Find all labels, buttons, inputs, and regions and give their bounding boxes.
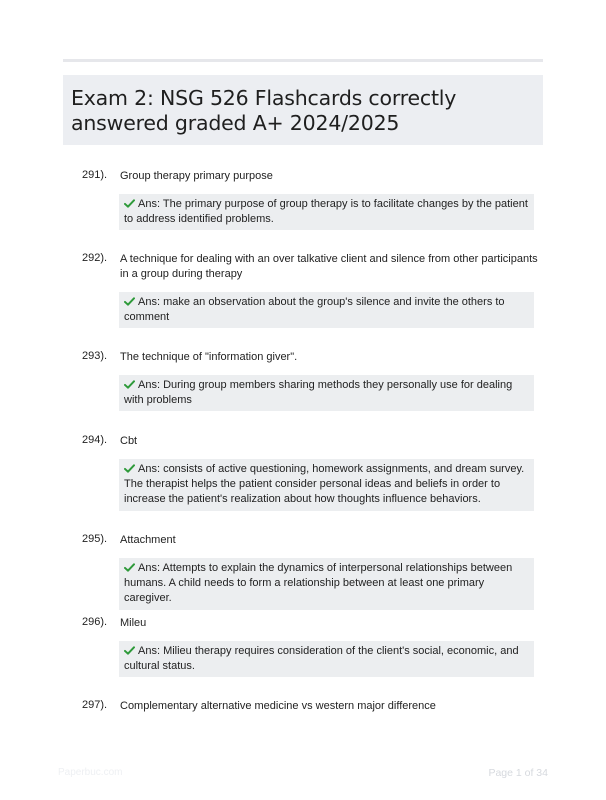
- question-text: Attachment: [120, 534, 176, 546]
- answer-text: Ans: During group members sharing methods they personally use for dealing with problems: [124, 379, 513, 407]
- watermark-text: Paperbuc.com: [58, 767, 123, 778]
- question-text: Complementary alternative medicine vs western major difference: [120, 700, 436, 712]
- answer-text: Ans: Milieu therapy requires consideration of the client's social, economic, and cultural status.: [124, 645, 519, 673]
- question-number: 296).: [82, 616, 108, 628]
- question-number: 293).: [82, 350, 108, 362]
- answer-text: Ans: The primary purpose of group therapy is to facilitate changes by the patient to address identified problems.: [124, 198, 528, 226]
- answer-box: [119, 641, 534, 677]
- checkmark-icon: [124, 646, 135, 655]
- answer-text: Ans: make an observation about the group's silence and invite the others to comment: [124, 296, 505, 324]
- question-text: A technique for dealing with an over talkative client and silence from other participants in a group during therapy: [120, 253, 538, 280]
- document-title: Exam 2: NSG 526 Flashcards correctly answered graded A+ 2024/2025: [71, 86, 457, 135]
- question-text: Group therapy primary purpose: [120, 170, 273, 182]
- checkmark-icon: [124, 297, 135, 306]
- question-number: 294).: [82, 434, 108, 446]
- question-text: The technique of "information giver".: [120, 351, 298, 363]
- page-indicator: Page 1 of 34: [488, 767, 548, 779]
- question-number: 297).: [82, 699, 108, 711]
- answer-box: [119, 558, 534, 610]
- checkmark-icon: [124, 563, 135, 572]
- question-number: 291).: [82, 169, 108, 181]
- checkmark-icon: [124, 199, 135, 208]
- answer-box: [119, 459, 534, 511]
- answer-box: [119, 194, 534, 230]
- checkmark-icon: [124, 464, 135, 473]
- checkmark-icon: [124, 380, 135, 389]
- answer-text: Ans: consists of active questioning, homework assignments, and dream survey. The therapist helps the patient consider personal ideas and beliefs in order to increase the patient's realization about how thoughts influence behaviors.: [124, 463, 525, 506]
- question-number: 292).: [82, 252, 108, 264]
- question-text: Mileu: [120, 617, 147, 629]
- answer-box: [119, 292, 534, 328]
- question-text: Cbt: [120, 435, 138, 447]
- answer-box: [119, 375, 534, 411]
- answer-text: Ans: Attempts to explain the dynamics of interpersonal relationships between humans. A child needs to form a relationship between at least one primary caregiver.: [124, 562, 513, 605]
- question-number: 295).: [82, 533, 108, 545]
